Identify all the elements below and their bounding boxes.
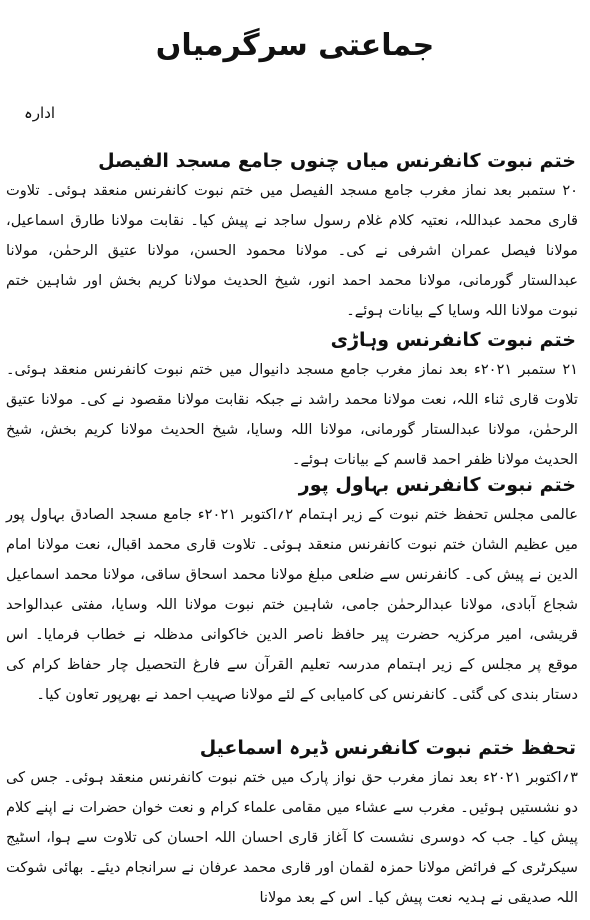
section-heading: ختم نبوت کانفرنس وہاڑی [330,329,576,351]
section-heading: تحفظ ختم نبوت کانفرنس ڈیرہ اسماعیل [199,737,576,759]
section-body: ۲۱ ستمبر ۲۰۲۱ء بعد نماز مغرب جامع مسجد دانیوال میں ختم نبوت کانفرنس منعقد ہوئی۔ تلاوت قاری ثناء اللہ، نعت مولانا محمد راشد نے جبکہ نقابت مولانا مقصود نے کی۔ مولانا عتیق الرحمٰن، مولانا عبدالستار گورمانی، مولانا اللہ وسایا، شیخ الحدیث مولانا کریم بخش، شیخ الحدیث مولانا ظفر احمد قاسم کے بیانات ہوئے۔ [6,361,578,468]
section-mian-channu [6,146,578,326]
section-heading: ختم نبوت کانفرنس بہاول پور [298,474,576,496]
section-bahawalpur [6,470,578,710]
section-heading: ختم نبوت کانفرنس میاں چنوں جامع مسجد الفیصل [98,150,576,172]
section-body: ۳؍اکتوبر ۲۰۲۱ء بعد نماز مغرب حق نواز پارک میں ختم نبوت کانفرنس منعقد ہوئی۔ جس کی دو نشستیں ہوئیں۔ مغرب سے عشاء میں مقامی علماء کرام و نعت خوان حضرات نے اپنے کلام پیش کیا۔ جب کہ دوسری نشست کا آغاز قاری احسان اللہ احسان کی تلاوت سے ہوا، اسٹیج سیکرٹری کے فرائض مولانا حمزہ لقمان اور قاری محمد عرفان نے سرانجام دیئے۔ بھائی شوکت اللہ صدیقی نے ہدیہ نعت پیش کیا۔ اس کے بعد مولانا [6,769,578,906]
page-title: جماعتی سرگرمیاں [155,28,435,63]
byline: ادارہ [24,104,56,122]
section-dera-ismail [6,733,578,913]
section-vehari [6,325,578,475]
section-body: عالمی مجلس تحفظ ختم نبوت کے زیر اہتمام ۲؍اکتوبر ۲۰۲۱ء جامع مسجد الصادق بہاول پور میں عظیم الشان ختم نبوت کانفرنس منعقد ہوئی۔ تلاوت قاری محمد اقبال، نعت مولانا امام الدین نے پیش کی۔ کانفرنس سے ضلعی مبلغ مولانا محمد اسحاق ساقی، مولانا محمد اسماعیل شجاع آبادی، مولانا عبدالرحمٰن جامی، شاہین ختم نبوت مولانا اللہ وسایا، مفتی عبدالواحد قریشی، امیر مرکزیہ حضرت پیر حافظ ناصر الدین خاکوانی مدظلہ نے خطاب فرمایا۔ اس موقع پر مجلس کے زیر اہتمام مدرسہ تعلیم القرآن سے فارغ التحصیل چار حفاظ کرام کی دستار بندی کی گئی۔ کانفرنس کی کامیابی کے لئے مولانا صہیب احمد نے بھرپور تعاون کیا۔ [6,506,578,703]
section-body: ۲۰ ستمبر بعد نماز مغرب جامع مسجد الفیصل میں ختم نبوت کانفرنس منعقد ہوئی۔ تلاوت قاری محمد عبداللہ، نعتیہ کلام غلام رسول ساجد نے پیش کیا۔ نقابت مولانا طارق اسماعیل، مولانا فیصل عمران اشرفی نے کی۔ مولانا محمود الحسن، مولانا عتیق الرحمٰن، مولانا عبدالستار گورمانی، مولانا محمد احمد انور، شیخ الحدیث مولانا کریم بخش اور شاہین ختم نبوت مولانا اللہ وسایا کے بیانات ہوئے۔ [6,182,578,319]
